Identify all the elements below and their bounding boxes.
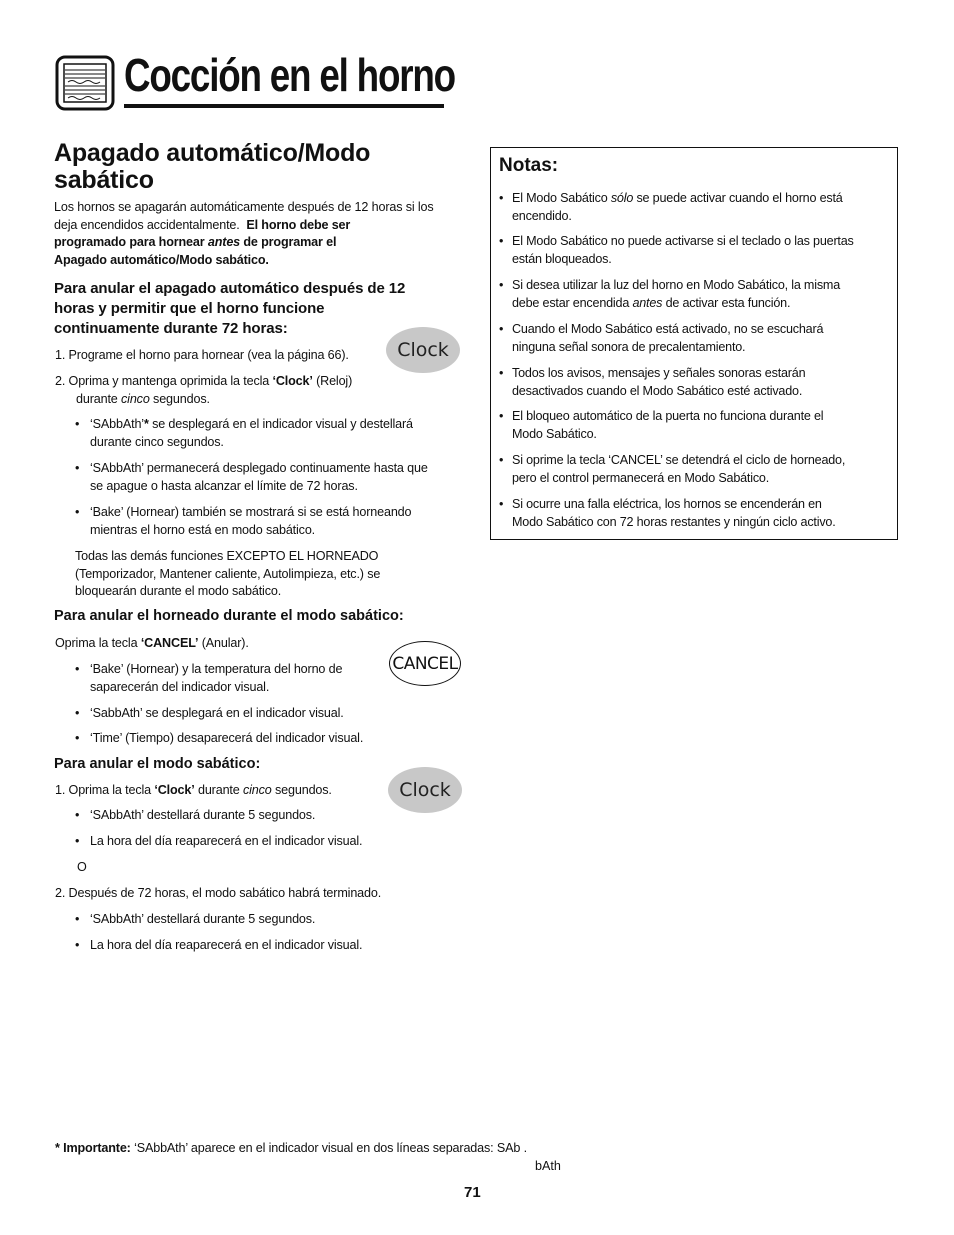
list-item [75,416,470,452]
bullet-line: La hora del día reaparecerá en el indicador visual. [90,938,363,952]
clock-key-icon: Clock [388,767,462,813]
bullet-icon: • [499,409,504,423]
oven-icon [55,55,115,111]
bullet-icon: • [499,191,504,205]
footnote-text: ‘SAbbAth’ aparece en el indicador visual en dos líneas separadas: SAb . [134,1141,527,1155]
other-functions-line1: Todas las demás funciones EXCEPTO EL HORNEADO [75,549,379,563]
note-emphasis: antes [632,296,663,310]
bullet-icon: • [499,278,504,292]
footnote-label: * Importante: [55,1141,131,1155]
note-line: El bloqueo automático de la puerta no funciona durante el [512,409,824,423]
subhead1-line1: Para anular el apagado automático después de 12 [54,280,406,297]
bullet-line: ‘Bake’ (Hornear) también se mostrará si se está horneando [90,505,412,519]
cancel-key-icon: CANCEL [389,641,461,686]
note-line: Si desea utilizar la luz del horno en Modo Sabático, la misma [512,278,841,292]
bullet-icon: • [75,706,80,720]
list-item [75,730,364,748]
note-item [499,189,887,225]
section-title [54,140,474,194]
page-number: 71 [464,1184,481,1201]
intro-line2-a: deja encendidos accidentalmente. [54,217,240,232]
bullet-line: ‘Bake’ (Hornear) y la temperatura del horno de [90,662,343,676]
or-separator: O [77,860,87,874]
list-item [75,937,363,955]
bullet-icon: • [75,912,80,926]
list-item [75,504,470,540]
list-item [75,705,344,723]
cancel-mode-step1-a: 1. Oprima la tecla [55,783,151,797]
cancel-mode-step1-em: cinco [243,783,272,797]
list-item [75,807,316,825]
other-functions-line2: (Temporizador, Mantener caliente, Autolimpieza, etc.) se [75,566,381,581]
step2-line2 [55,391,395,409]
note-line [512,189,887,207]
note-line: desactivados cuando el Modo Sabático esté activado. [512,384,803,398]
note-line: encendido. [512,209,572,223]
list-item [75,911,316,929]
note-line: El Modo Sabático no puede activarse si el teclado o las puertas [512,234,854,248]
cancel-step [55,635,249,653]
note-line: Modo Sabático. [512,427,597,441]
intro-line2 [54,217,474,235]
footnote [55,1139,527,1157]
bullet-line: ‘SAbbAth’ destellará durante 5 segundos. [90,808,316,822]
step2-line1 [55,373,395,391]
cancel-mode-step1-c: segundos. [275,783,332,797]
bullet-icon: • [499,497,504,511]
subhead-cancel-sabbath: Para anular el modo sabático: [54,756,261,772]
step2-key: ‘Clock’ [272,374,313,388]
cancel-mode-step-2: 2. Después de 72 horas, el modo sabático habrá terminado. [55,886,382,900]
bullet-line: se apague o hasta alcanzar el límite de 72 horas. [90,478,358,493]
note-text: de activar esta función. [665,296,791,310]
step-1: 1. Programe el horno para hornear (vea la página 66). [55,348,349,362]
step2-text-b: (Reloj) [316,374,353,388]
bullet-line: ‘SabbAth’ se desplegará en el indicador visual. [90,706,344,720]
bullet-line: La hora del día reaparecerá en el indicador visual. [90,834,363,848]
asterisk-mark: * [143,417,149,431]
cancel-step-key: ‘CANCEL’ [140,636,199,650]
note-text: debe estar encendida [512,296,630,310]
subhead1-line2: horas y permitir que el horno funcione [54,300,325,317]
bullet-icon: • [75,834,80,848]
list-item [75,661,390,697]
bullet-icon: • [75,808,80,822]
bullet-icon: • [75,505,80,519]
note-item [499,320,887,356]
note-line: Si ocurre una falla eléctrica, los hornos se encenderán en [512,497,822,511]
bullet-icon: • [75,461,80,475]
bullet-icon: • [75,731,80,745]
bullet-icon: • [75,417,80,431]
bullet-icon: • [75,662,80,676]
bullet-line: mientras el horno está en modo sabático. [90,522,316,537]
cancel-step-a: Oprima la tecla [55,636,138,650]
bullet-line: durante cinco segundos. [90,434,224,449]
title-underline [124,104,444,108]
step-2 [55,373,395,408]
cancel-step-b: (Anular). [201,636,249,650]
notes-title: Notas: [499,155,559,176]
step2-text-a: 2. Oprima y mantenga oprimida la tecla [55,374,270,388]
bullet-icon: • [499,453,504,467]
intro-line1: Los hornos se apagarán automáticamente después de 12 horas si los [54,200,434,214]
cancel-mode-step1-b: durante [197,783,240,797]
other-functions-paragraph [75,548,455,601]
intro-line3-em: antes [207,235,241,249]
bullet-line: ‘Time’ (Tiempo) desaparecerá del indicador visual. [90,731,364,745]
cancel-mode-step1-key: ‘Clock’ [154,783,195,797]
note-text: se puede activar cuando el horno está [636,191,843,205]
bullet-line [90,416,470,434]
bullet-icon: • [499,322,504,336]
footnote-line2: bAth [535,1159,561,1173]
subhead-cancel-baking: Para anular el horneado durante el modo sabático: [54,608,404,624]
section-title-line2: sabático [54,166,154,194]
section-title-line1: Apagado automático/Modo [54,139,371,167]
cancel-mode-step-1 [55,782,332,800]
note-line: están bloqueados. [512,252,612,266]
page-title: Cocción en el horno [124,49,455,101]
step2-line2-a: durante [76,391,118,406]
note-line [512,294,887,312]
note-line: ninguna señal sonora de precalentamiento. [512,340,746,354]
step2-line2-em: cinco [121,391,150,406]
clock-key-icon: Clock [386,327,460,373]
step2-line2-b: segundos. [153,391,210,406]
note-item [499,495,887,531]
bullet-line: saparecerán del indicador visual. [90,679,270,694]
bullet-icon: • [75,938,80,952]
note-text: El Modo Sabático [512,191,608,205]
intro-paragraph [54,199,474,269]
intro-line3-b: de programar el [243,235,337,249]
note-line: Modo Sabático con 72 horas restantes y ningún ciclo activo. [512,515,836,529]
note-item [499,451,887,487]
note-item [499,407,887,443]
list-item [75,833,363,851]
bullet-icon: • [499,366,504,380]
note-line: Si oprime la tecla ‘CANCEL’ se detendrá el ciclo de horneado, [512,453,846,467]
other-functions-line3: bloquearán durante el modo sabático. [75,584,282,598]
bullet-line: ‘SAbbAth’ destellará durante 5 segundos. [90,912,316,926]
bullet-text: se desplegará en el indicador visual y destellará [148,417,413,431]
intro-line4: Apagado automático/Modo sabático. [54,252,269,267]
note-item [499,364,887,400]
bullet-text: ‘SAbbAth’ [90,417,144,431]
list-item [75,460,470,496]
bullet-line: ‘SAbbAth’ permanecerá desplegado continuamente hasta que [90,461,428,475]
note-item [499,232,887,268]
bullet-icon: • [499,234,504,248]
note-line: Todos los avisos, mensajes y señales sonoras estarán [512,366,806,380]
note-item [499,276,887,312]
intro-line2-b: El horno debe ser [246,217,351,232]
note-line: pero el control permanecerá en Modo Sabático. [512,471,770,485]
note-line: Cuando el Modo Sabático está activado, no se escuchará [512,322,824,336]
intro-line3-a: programado para hornear [54,235,205,249]
note-emphasis: sólo [610,191,634,205]
intro-line3 [54,234,474,252]
subhead1-line3: continuamente durante 72 horas: [54,320,288,337]
